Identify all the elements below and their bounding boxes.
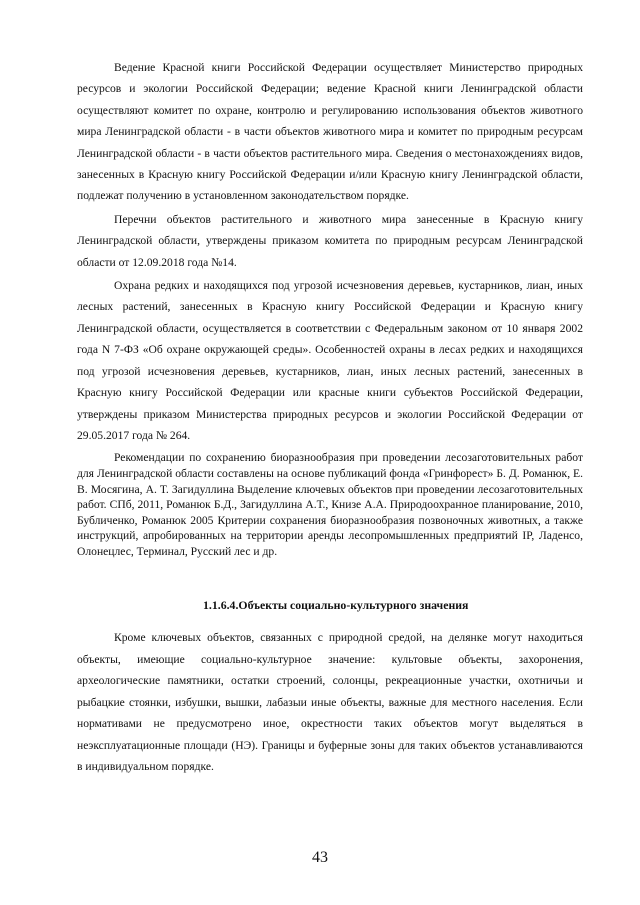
- paragraph-socio-cultural-objects: Кроме ключевых объектов, связанных с природной средой, на делянке могут находиться объекты, имеющие социально-культурное значение: культовые объекты, захоронения, археологические памятники, остатки строений, солонцы, рекреационные участки, охотничьи и рыбацкие стоянки, избушки, вышки, лабазыи иные объекты, важные для местного населения. Если нормативами не предусмотрено иное, окрестности таких объектов могут выделяться в неэксплуатационные площади (НЭ). Границы и буферные зоны для таких объектов устанавливаются в индивидуальном порядке.: [77, 631, 583, 773]
- paragraph-red-book-management: Ведение Красной книги Российской Федерации осуществляет Министерство природных ресурсов и экологии Российской Федерации; ведение Красной книги Ленинградской области осуществляют комитет по охране, контролю и регулированию использования объектов животного мира Ленинградской области - в части объектов животного мира и комитет по природным ресурсам Ленинградской области - в части объектов растительного мира. Сведения о местонахождениях видов, занесенных в Красную книгу Российской Федерации и/или Красную книгу Ленинградской области, подлежат получению в установленном законодательством порядке.: [77, 61, 583, 203]
- paragraph-biodiversity-recommendations: Рекомендации по сохранению биоразнообразия при проведении лесозаготовительных работ для Ленинградской области составлены на основе публикаций фонда «Гринфорест» Б. Д. Романюк, Е. В. Мосягина, А. Т. Загидуллина Выделение ключевых объектов при проведении лесозаготовительных работ. СПб, 2011, Романюк Б.Д., Загидуллина А.Т., Книзе А.А. Природоохранное планирование, 2010, Бубличенко, Романюк 2005 Критерии сохранения биоразнообразия позвоночных животных, а также инструкций, апробированных на территории аренды лесопромышленных предприятий IP, Ладенсо, Олонецлес, Терминал, Русский лес и др.: [77, 451, 583, 558]
- paragraph-species-lists: Перечни объектов растительного и животного мира занесенные в Красную книгу Ленинградской области, утверждены приказом комитета по природным ресурсам Ленинградской области от 12.09.2018 года №14.: [77, 212, 583, 269]
- page-number: 43: [312, 849, 328, 866]
- paragraph-rare-species-protection: Охрана редких и находящихся под угрозой исчезновения деревьев, кустарников, лиан, иных лесных растений, занесенных в Красную книгу Российской Федерации и Красную книгу Ленинградской области, осуществляется в соответствии с Федеральным законом от 10 января 2002 года N 7-ФЗ «Об охране окружающей среды». Особенностей охраны в лесах редких и находящихся под угрозой исчезновения деревьев, кустарников, лиан, иных лесных растений, занесенных в Красную книгу Российской Федерации или красные книги субъектов Российской Федерации, утверждены приказом Министерства природных ресурсов и экологии Российской Федерации от 29.05.2017 года № 264.: [77, 279, 583, 442]
- page-content: [77, 57, 583, 777]
- section-heading: 1.1.6.4.Объекты социально-культурного значения: [203, 598, 469, 613]
